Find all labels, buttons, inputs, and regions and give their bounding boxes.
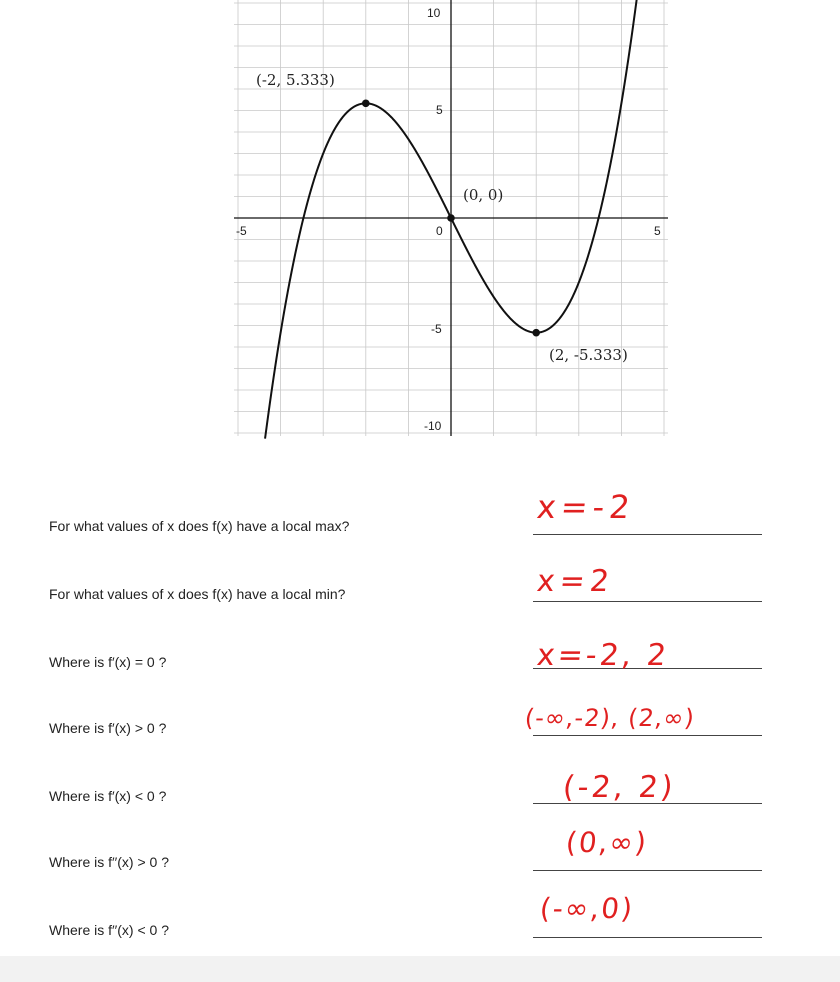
question-fprime-zero: Where is f′(x) = 0 ? bbox=[49, 654, 167, 670]
answer-line bbox=[533, 870, 762, 871]
question-fprime-positive: Where is f′(x) > 0 ? bbox=[49, 720, 167, 736]
question-fdoubleprime-negative: Where is f′′(x) < 0 ? bbox=[49, 922, 170, 938]
y-tick-label: -5 bbox=[431, 322, 442, 336]
critical-point bbox=[362, 100, 370, 108]
question-local-min: For what values of x does f(x) have a local min? bbox=[49, 586, 346, 602]
x-tick-label: 5 bbox=[654, 224, 661, 238]
question-local-max: For what values of x does f(x) have a local max? bbox=[49, 518, 350, 534]
answer-line bbox=[533, 735, 762, 736]
answer-line bbox=[533, 937, 762, 938]
answer-fprime-positive: (-∞,-2), (2,∞) bbox=[523, 704, 697, 732]
question-fdoubleprime-positive: Where is f′′(x) > 0 ? bbox=[49, 854, 170, 870]
answer-fprime-negative: (-2, 2) bbox=[561, 770, 678, 805]
x-tick-label: -5 bbox=[236, 224, 247, 238]
y-tick-label: 10 bbox=[427, 6, 441, 20]
point-label-origin: (0, 0) bbox=[463, 186, 504, 204]
answer-fprime-zero: x=-2, 2 bbox=[535, 638, 671, 673]
answer-fdoubleprime-positive: (0,∞) bbox=[564, 826, 650, 859]
point-label-max: (-2, 5.333) bbox=[256, 71, 335, 89]
bottom-bar bbox=[0, 956, 840, 982]
answer-line bbox=[533, 601, 762, 602]
critical-point bbox=[532, 329, 540, 337]
answer-local-max: x=-2 bbox=[535, 488, 637, 526]
answer-line bbox=[533, 534, 762, 535]
y-tick-label: -10 bbox=[424, 419, 442, 433]
answer-local-min: x=2 bbox=[535, 564, 616, 599]
function-graph bbox=[0, 0, 840, 460]
question-fprime-negative: Where is f′(x) < 0 ? bbox=[49, 788, 167, 804]
critical-point bbox=[447, 214, 455, 222]
point-label-min: (2, -5.333) bbox=[549, 346, 628, 364]
y-tick-label: 5 bbox=[436, 103, 443, 117]
answer-fdoubleprime-negative: (-∞,0) bbox=[538, 892, 636, 925]
x-tick-label: 0 bbox=[436, 224, 443, 238]
